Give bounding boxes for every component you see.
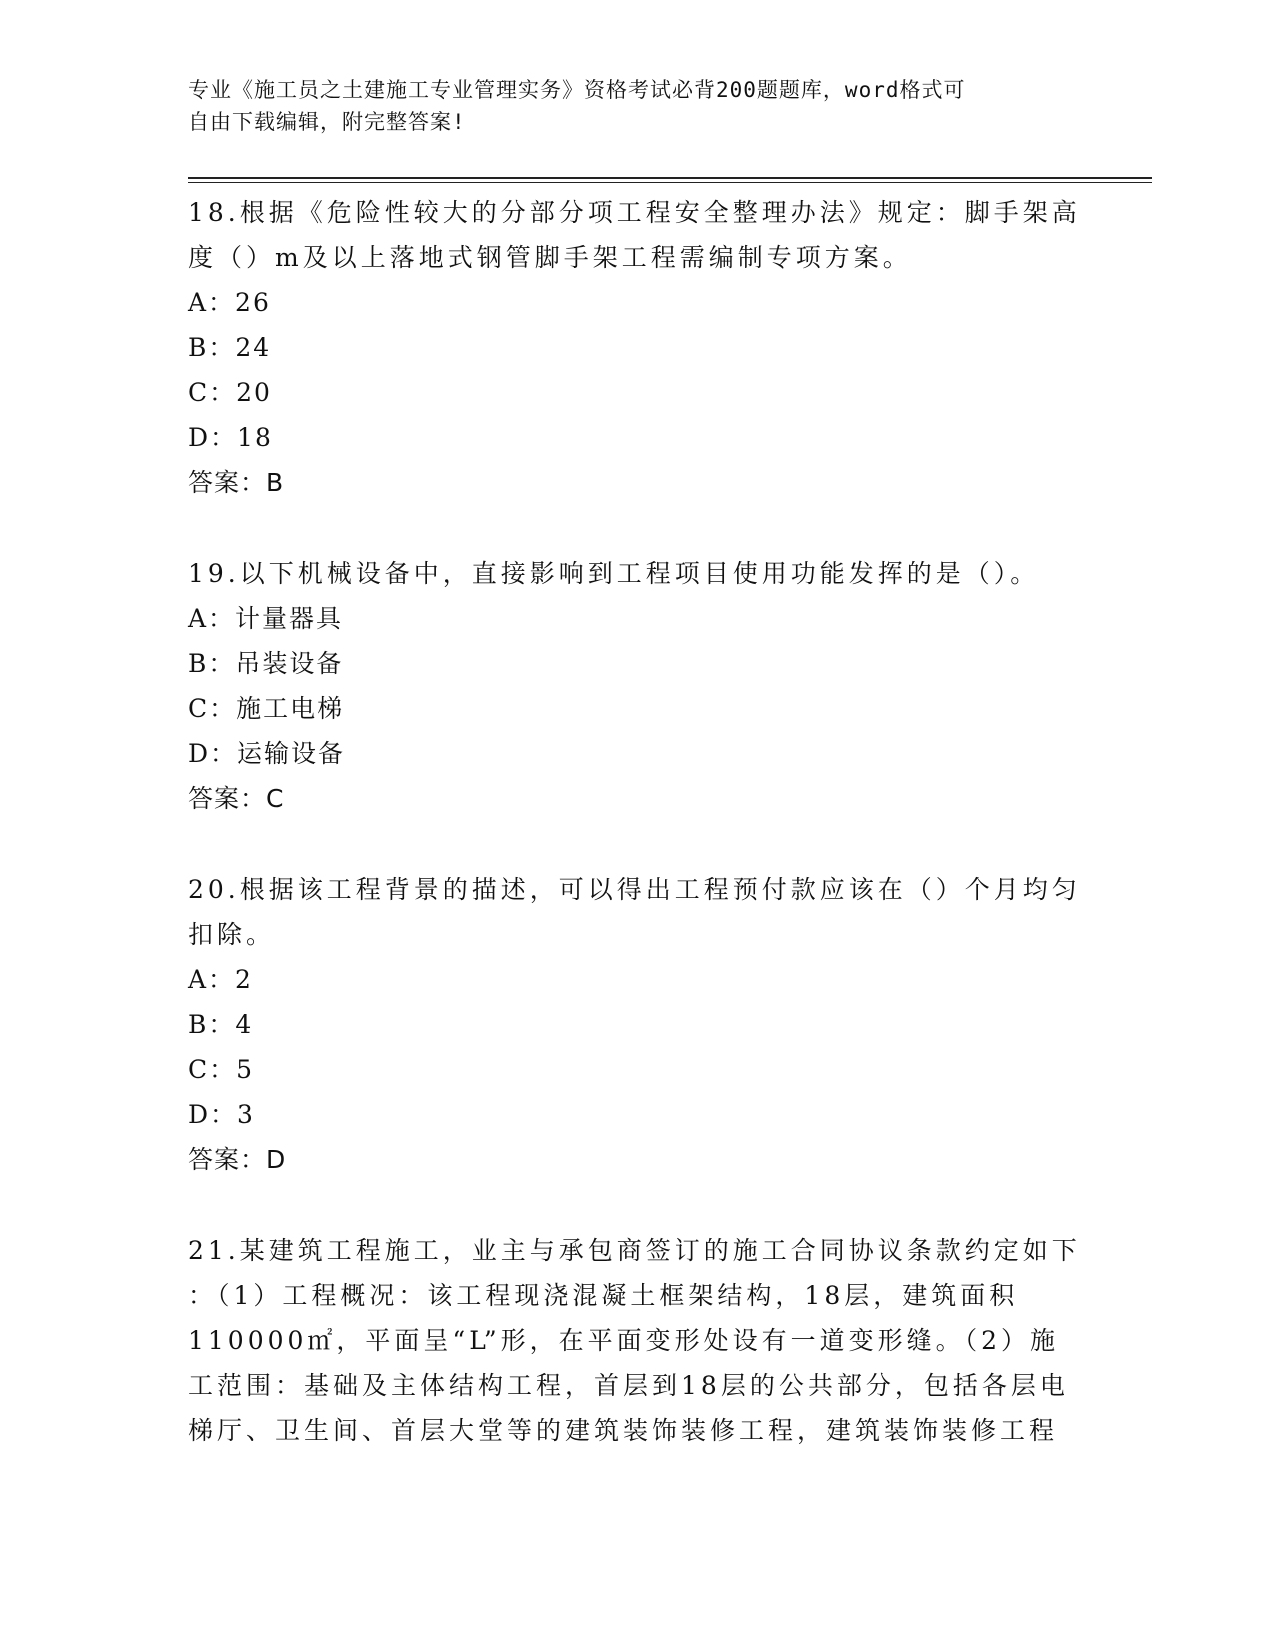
option-b: B：24 <box>188 333 272 362</box>
option-d: D：运输设备 <box>188 739 346 768</box>
option-a: A：2 <box>188 965 253 994</box>
answer-line: 答案：B <box>188 468 285 497</box>
question-21 <box>188 1228 1088 1453</box>
answer-line: 答案：D <box>188 1145 287 1174</box>
option-c: C：5 <box>188 1055 255 1084</box>
header-divider-thin <box>188 182 1152 183</box>
option-b: B：吊装设备 <box>188 649 344 678</box>
question-stem-line: ：（1）工程概况：该工程现浇混凝土框架结构，18层，建筑面积 <box>188 1281 1019 1310</box>
question-stem-line: 19.以下机械设备中，直接影响到工程项目使用功能发挥的是（）。 <box>188 559 1040 588</box>
question-19 <box>188 551 1088 821</box>
option-a: A：计量器具 <box>188 604 344 633</box>
option-d: D：18 <box>188 423 273 452</box>
question-20 <box>188 867 1088 1182</box>
question-stem-line: 工范围：基础及主体结构工程，首层到18层的公共部分，包括各层电 <box>188 1371 1069 1400</box>
header-divider-thick <box>188 177 1152 179</box>
question-18 <box>188 190 1088 505</box>
option-c: C：20 <box>188 378 272 407</box>
option-b: B：4 <box>188 1010 254 1039</box>
option-a: A：26 <box>188 288 271 317</box>
question-stem-line: 度（）m及以上落地式钢管脚手架工程需编制专项方案。 <box>188 243 912 272</box>
document-header <box>188 74 1068 138</box>
option-c: C：施工电梯 <box>188 694 345 723</box>
question-stem-line: 18.根据《危险性较大的分部分项工程安全整理办法》规定：脚手架高 <box>188 198 1081 227</box>
header-line-1: 专业《施工员之土建施工专业管理实务》资格考试必背200题题库，word格式可 <box>188 78 966 102</box>
question-stem-line: 21.某建筑工程施工，业主与承包商签订的施工合同协议条款约定如下 <box>188 1236 1081 1265</box>
question-stem-line: 20.根据该工程背景的描述，可以得出工程预付款应该在（）个月均匀 <box>188 875 1081 904</box>
question-stem-line: 110000㎡，平面呈“L”形，在平面变形处设有一道变形缝。（2）施 <box>188 1326 1060 1355</box>
question-list <box>188 190 1088 1499</box>
question-stem-line: 扣除。 <box>188 920 276 949</box>
option-d: D：3 <box>188 1100 255 1129</box>
header-line-2: 自由下载编辑，附完整答案! <box>188 110 466 134</box>
answer-line: 答案：C <box>188 784 285 813</box>
question-stem-line: 梯厅、卫生间、首层大堂等的建筑装饰装修工程，建筑装饰装修工程 <box>188 1416 1059 1445</box>
